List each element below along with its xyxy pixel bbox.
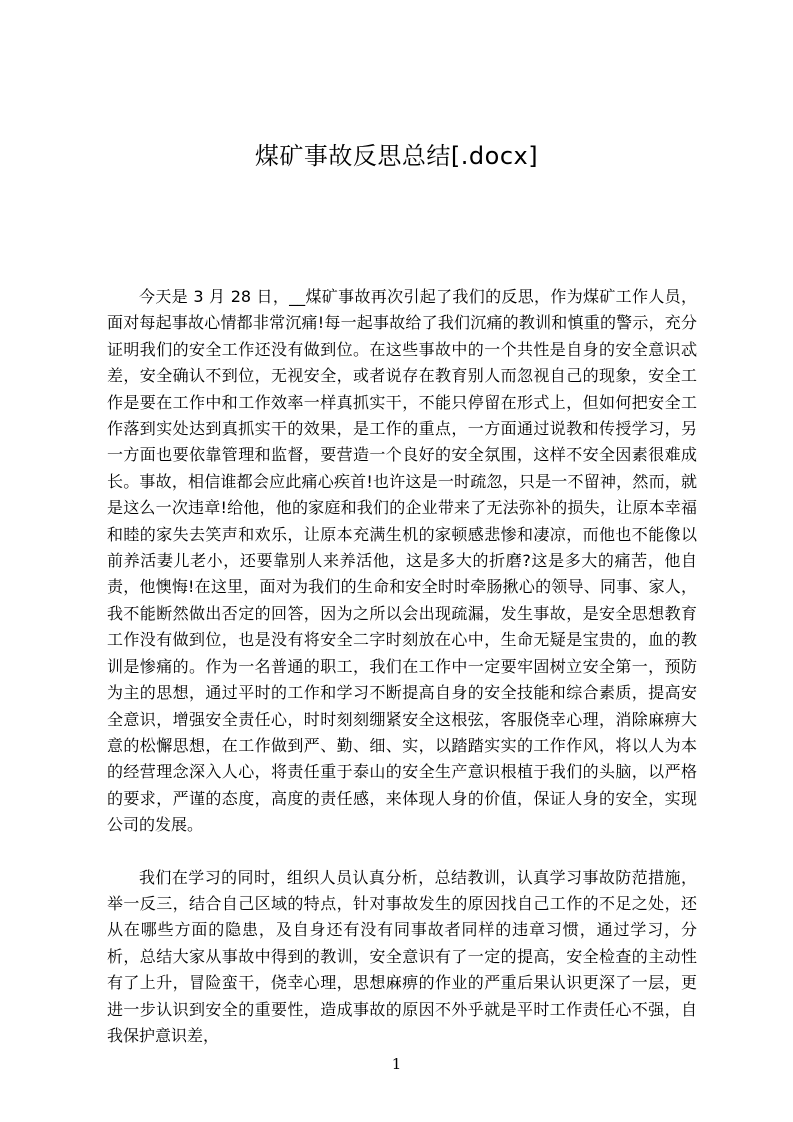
page-number: 1 <box>391 1055 402 1073</box>
paragraph-2: 我们在学习的同时，组织人员认真分析，总结教训，认真学习事故防范措施，举一反三，结合自己区域的特点，针对事故发生的原因找自己工作的不足之处，还从在哪些方面的隐患，及自身还有没有同事故者同样的违章习惯，通过学习，分析，总结大家从事故中得到的教训，安全意识有了一定的提高，安全检查的主动性有了上升，冒险蛮干，侥幸心理，思想麻痹的作业的严重后果认识更深了一层，更进一步认识到安全的重要性，造成事故的原因不外乎就是平时工作责任心不强，自我保护意识差， <box>107 867 697 1045</box>
document-body <box>107 284 697 1049</box>
paragraph-1: 今天是 3 月 28 日，__煤矿事故再次引起了我们的反思，作为煤矿工作人员，面对每起事故心情都非常沉痛!每一起事故给了我们沉痛的教训和慎重的警示，充分证明我们的安全工作还没有做到位。在这些事故中的一个共性是自身的安全意识忒差，安全确认不到位，无视安全，或者说存在教育别人而忽视自己的现象，安全工作是要在工作中和工作效率一样真抓实干，不能只停留在形式上，但如何把安全工作落到实处达到真抓实干的效果，是工作的重点，一方面通过说教和传授学习，另一方面也要依靠管理和监督，要营造一个良好的安全氛围，这样不安全因素很难成长。事故，相信谁都会应此痛心疾首!也许这是一时疏忽，只是一不留神，然而，就是这么一次违章!给他，他的家庭和我们的企业带来了无法弥补的损失，让原本幸福和睦的家失去笑声和欢乐，让原本充满生机的家顿感悲惨和凄凉，而他也不能像以前养活妻儿老小，还要靠别人来养活他，这是多大的折磨?这是多大的痛苦，他自责，他懊悔!在这里，面对为我们的生命和安全时时牵肠揪心的领导、同事、家人，我不能断然做出否定的回答，因为之所以会出现疏漏，发生事故，是安全思想教育工作没有做到位，也是没有将安全二字时刻放在心中，生命无疑是宝贵的，血的教训是惨痛的。作为一名普通的职工，我们在工作中一定要牢固树立安全第一，预防为主的思想，通过平时的工作和学习不断提高自身的安全技能和综合素质，提高安全意识，增强安全责任心，时时刻刻绷紧安全这根弦，客服侥幸心理，消除麻痹大意的松懈思想，在工作做到严、勤、细、实，以踏踏实实的工作作风，将以人为本的经营理念深入人心，将责任重于泰山的安全生产意识根植于我们的头脑，以严格的要求，严谨的态度，高度的责任感，来体现人身的价值，保证人身的安全，实现公司的发展。 <box>107 287 697 835</box>
document-title: 煤矿事故反思总结[.docx] <box>254 142 539 170</box>
